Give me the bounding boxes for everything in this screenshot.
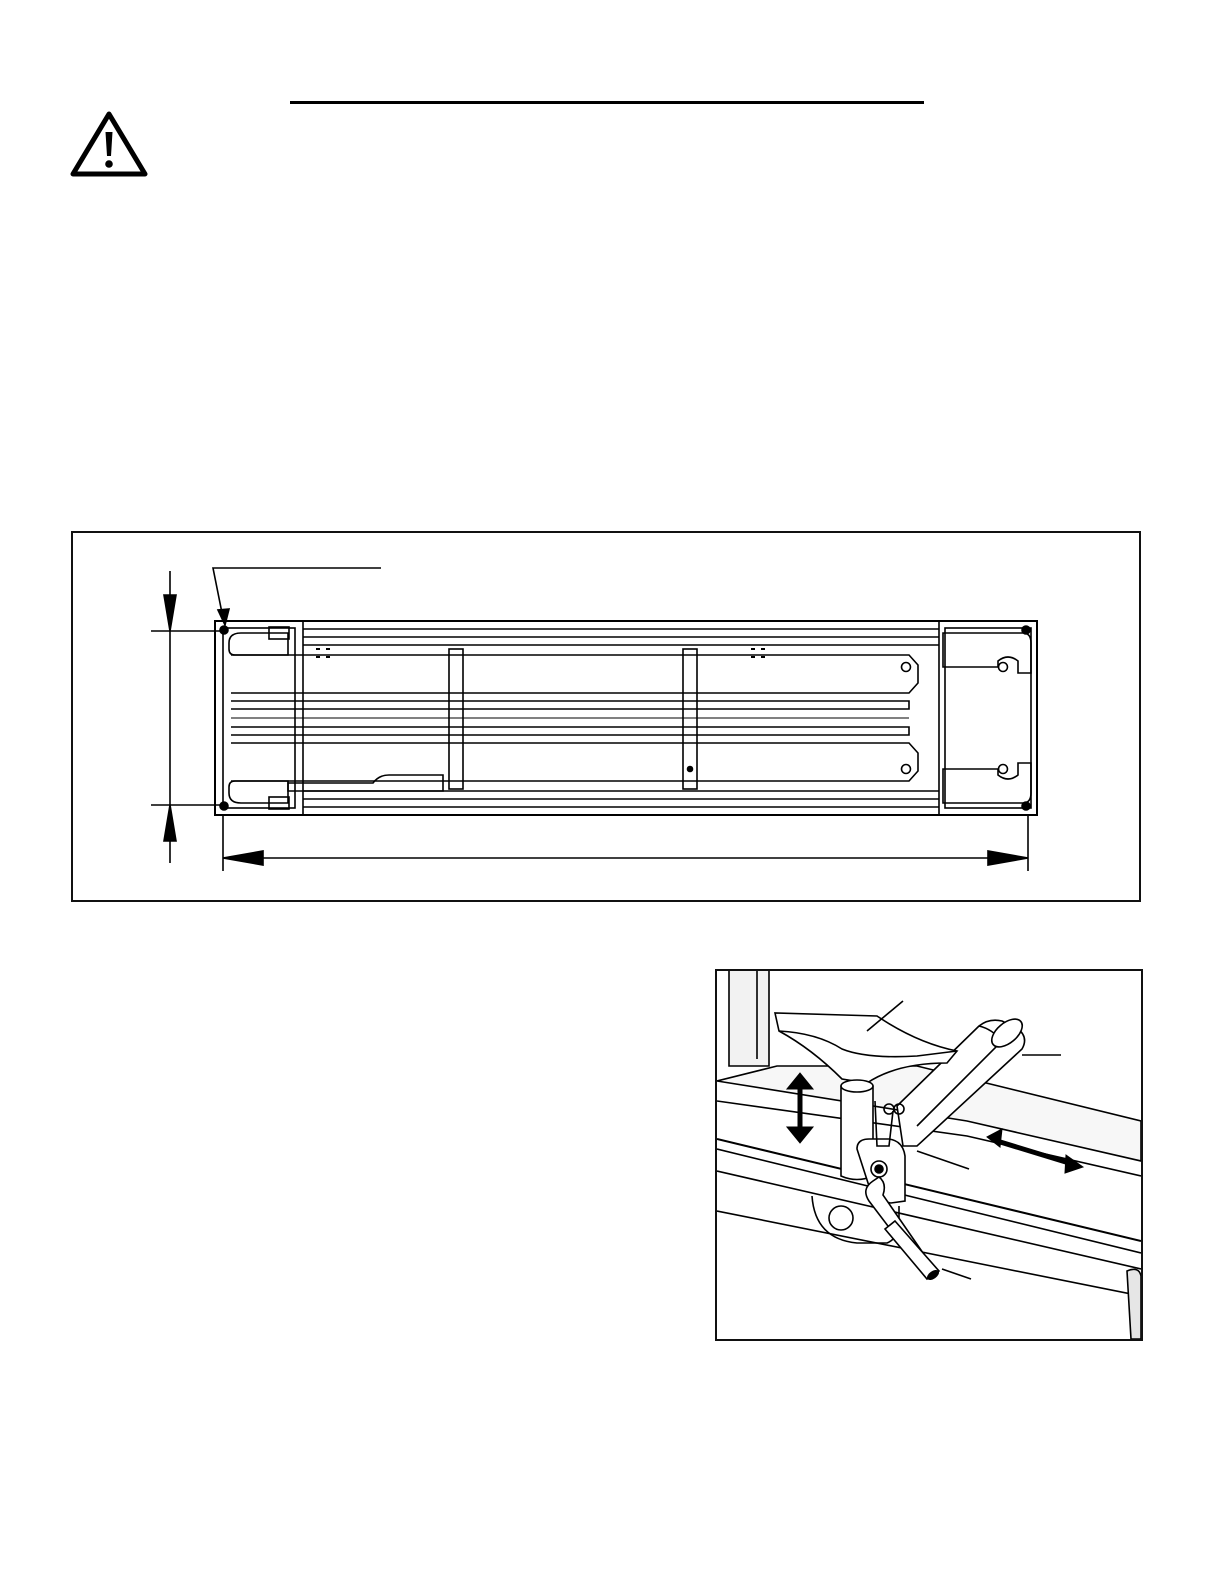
bed-top-view-figure (71, 531, 1141, 902)
tool-rest-drawing (717, 971, 1141, 1339)
warning-triangle-icon (70, 110, 148, 178)
bed-top-view-drawing (73, 533, 1139, 900)
double-arrow-icon (787, 1073, 813, 1143)
header-rule (290, 101, 924, 104)
tool-rest-figure (715, 969, 1143, 1341)
